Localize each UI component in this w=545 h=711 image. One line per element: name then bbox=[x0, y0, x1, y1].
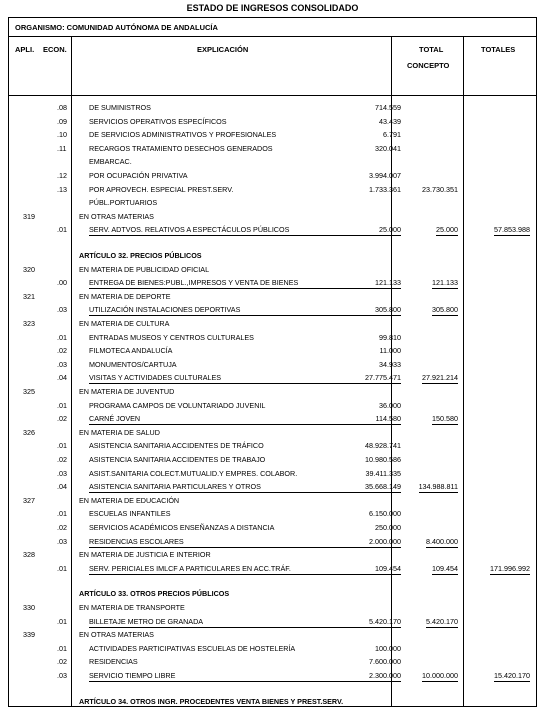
explicacion-text: ASIST.SANITARIA COLECT.MUTUALID.Y EMPRES. COLABOR. bbox=[89, 468, 298, 478]
economica-code: .02 bbox=[57, 657, 67, 667]
explicacion-text: EN MATERIA DE TRANSPORTE bbox=[79, 603, 185, 612]
explicacion-text: DE SERVICIOS ADMINISTRATIVOS Y PROFESIONALES bbox=[89, 130, 277, 140]
page-title: ESTADO DE INGRESOS CONSOLIDADO bbox=[186, 3, 359, 13]
explicacion-text: CARNÉ JOVEN bbox=[89, 414, 141, 424]
explicacion-text: RECARGOS TRATAMIENTO DESECHOS GENERADOS bbox=[89, 143, 273, 153]
table-row bbox=[9, 291, 536, 305]
aplicacion-code: 321 bbox=[23, 291, 35, 301]
economica-code: .01 bbox=[57, 563, 67, 573]
total-concepto-value: 25.000 bbox=[436, 225, 458, 235]
explicacion-text: EN MATERIA DE JUSTICIA E INTERIOR bbox=[79, 550, 211, 560]
explicacion-text: SERVICIOS OPERATIVOS ESPECÍFICOS bbox=[89, 116, 227, 126]
importe-value: 36.000 bbox=[379, 400, 401, 410]
explicacion-text: POR OCUPACIÓN PRIVATIVA bbox=[89, 171, 188, 180]
table-row bbox=[9, 427, 536, 441]
total-concepto-value: 109.454 bbox=[432, 563, 458, 573]
table-row bbox=[9, 129, 536, 143]
table-row bbox=[9, 116, 536, 130]
aplicacion-code: 330 bbox=[23, 603, 35, 612]
header-apli: APLI. bbox=[15, 45, 35, 54]
aplicacion-code: 323 bbox=[23, 319, 35, 328]
table-row bbox=[9, 197, 536, 211]
table-row bbox=[9, 372, 536, 386]
aplicacion-code: 328 bbox=[23, 550, 35, 560]
table-row bbox=[9, 549, 536, 563]
economica-code: .12 bbox=[57, 171, 67, 180]
economica-code: .02 bbox=[57, 523, 67, 532]
importe-value: 121.133 bbox=[375, 278, 401, 288]
economica-code: .09 bbox=[57, 116, 67, 126]
table-row bbox=[9, 318, 536, 332]
total-concepto-value: 121.133 bbox=[432, 278, 458, 288]
explicacion-text: SERVICIO TIEMPO LIBRE bbox=[89, 671, 176, 680]
importe-value: 35.668.149 bbox=[365, 482, 401, 492]
importe-value: 714.559 bbox=[375, 103, 401, 112]
economica-code: .02 bbox=[57, 346, 67, 356]
table-row bbox=[9, 386, 536, 400]
total-concepto-value: 5.420.170 bbox=[426, 616, 458, 626]
organismo-label: ORGANISMO: COMUNIDAD AUTÓNOMA DE ANDALUCÍA bbox=[9, 18, 536, 37]
table-row bbox=[9, 468, 536, 482]
table-row bbox=[9, 508, 536, 522]
explicacion-text: EMBARCAC. bbox=[89, 157, 132, 167]
row-underline bbox=[89, 424, 382, 425]
economica-code: .01 bbox=[57, 441, 67, 451]
table-row bbox=[9, 224, 536, 238]
table-row bbox=[9, 143, 536, 157]
total-concepto-value: 8.400.000 bbox=[426, 536, 458, 546]
explicacion-text: EN MATERIA DE PUBLICIDAD OFICIAL bbox=[79, 264, 210, 274]
table-row bbox=[9, 184, 536, 198]
explicacion-text: ASISTENCIA SANITARIA ACCIDENTES DE TRÁFICO bbox=[89, 441, 264, 451]
aplicacion-code: 339 bbox=[23, 630, 35, 640]
table-row bbox=[9, 522, 536, 536]
importe-value: 2.300.000 bbox=[369, 671, 401, 680]
row-underline bbox=[89, 288, 382, 289]
importe-value: 48.928.741 bbox=[365, 441, 401, 451]
importe-value: 320.041 bbox=[375, 143, 401, 153]
importe-value: 11.000 bbox=[379, 346, 401, 356]
table-row bbox=[9, 400, 536, 414]
economica-code: .01 bbox=[57, 400, 67, 410]
economica-code: .13 bbox=[57, 184, 67, 194]
importe-value: 34.933 bbox=[379, 359, 401, 369]
economica-code: .03 bbox=[57, 359, 67, 369]
total-concepto-value: 23.730.351 bbox=[422, 184, 458, 194]
aplicacion-code: 326 bbox=[23, 427, 35, 437]
explicacion-text: RESIDENCIAS ESCOLARES bbox=[89, 536, 184, 546]
table-row bbox=[9, 359, 536, 373]
article-title: ARTÍCULO 34. OTROS INGR. PROCEDENTES VENTA BIENES Y PREST.SERV. bbox=[79, 696, 344, 706]
aplicacion-code: 327 bbox=[23, 495, 35, 505]
table-row bbox=[9, 345, 536, 359]
table-row bbox=[9, 211, 536, 225]
totales-value: 171.996.992 bbox=[490, 563, 530, 573]
explicacion-text: EN MATERIA DE DEPORTE bbox=[79, 291, 171, 301]
explicacion-text: BILLETAJE METRO DE GRANADA bbox=[89, 616, 204, 626]
aplicacion-code: 320 bbox=[23, 264, 35, 274]
explicacion-text: PÚBL.PORTUARIOS bbox=[89, 198, 158, 208]
economica-code: .01 bbox=[57, 332, 67, 342]
importe-value: 43.439 bbox=[379, 116, 401, 126]
table-row bbox=[9, 616, 536, 630]
article-title: ARTÍCULO 33. OTROS PRECIOS PÚBLICOS bbox=[79, 589, 230, 599]
explicacion-text: ESCUELAS INFANTILES bbox=[89, 509, 171, 519]
importe-value: 7.600.000 bbox=[369, 657, 401, 667]
importe-value: 10.980.586 bbox=[365, 455, 401, 464]
header-explicacion: EXPLICACIÓN bbox=[197, 45, 249, 54]
importe-value: 114.580 bbox=[375, 414, 401, 424]
explicacion-text: ASISTENCIA SANITARIA PARTICULARES Y OTROS bbox=[89, 482, 261, 492]
row-underline bbox=[89, 574, 382, 575]
table-header bbox=[9, 37, 536, 96]
economica-code: .00 bbox=[57, 278, 67, 288]
economica-code: .01 bbox=[57, 643, 67, 653]
article-title: ARTÍCULO 32. PRECIOS PÚBLICOS bbox=[79, 251, 202, 260]
header-total: TOTAL bbox=[419, 45, 444, 54]
importe-value: 99.810 bbox=[379, 332, 401, 342]
explicacion-text: PROGRAMA CAMPOS DE VOLUNTARIADO JUVENIL bbox=[89, 400, 266, 410]
explicacion-text: SERVICIOS ACADÉMICOS ENSEÑANZAS A DISTANCIA bbox=[89, 523, 275, 532]
explicacion-text: RESIDENCIAS bbox=[89, 657, 138, 667]
row-underline bbox=[89, 681, 382, 682]
table-row bbox=[9, 277, 536, 291]
importe-value: 39.411.335 bbox=[365, 468, 401, 478]
importe-value: 3.994.007 bbox=[369, 171, 401, 180]
table-row bbox=[9, 656, 536, 670]
header-econ: ECON. bbox=[43, 45, 67, 54]
row-underline bbox=[89, 383, 382, 384]
explicacion-text: UTILIZACIÓN INSTALACIONES DEPORTIVAS bbox=[89, 305, 241, 315]
article-heading bbox=[9, 250, 536, 264]
importe-value: 1.733.361 bbox=[369, 184, 401, 194]
table-row bbox=[9, 332, 536, 346]
explicacion-text: SERV. PERICIALES IMLCF A PARTICULARES EN ACC.TRÁF. bbox=[89, 563, 291, 573]
row-underline bbox=[89, 627, 382, 628]
explicacion-text: FILMOTECA ANDALUCÍA bbox=[89, 346, 173, 356]
economica-code: .03 bbox=[57, 468, 67, 478]
table-row bbox=[9, 264, 536, 278]
importe-value: 6.150.000 bbox=[369, 509, 401, 519]
economica-code: .04 bbox=[57, 482, 67, 492]
table-row bbox=[9, 304, 536, 318]
totales-value: 57.853.988 bbox=[494, 225, 530, 235]
explicacion-text: ENTRADAS MUSEOS Y CENTROS CULTURALES bbox=[89, 332, 254, 342]
total-concepto-value: 134.988.811 bbox=[418, 482, 458, 492]
explicacion-text: EN MATERIA DE JUVENTUD bbox=[79, 387, 175, 396]
economica-code: .08 bbox=[57, 103, 67, 112]
importe-value: 6.791 bbox=[383, 130, 401, 140]
importe-value: 5.420.170 bbox=[369, 616, 401, 626]
importe-value: 2.000.000 bbox=[369, 536, 401, 546]
header-concepto: CONCEPTO bbox=[407, 61, 450, 70]
economica-code: .01 bbox=[57, 225, 67, 235]
importe-value: 109.454 bbox=[375, 563, 401, 573]
economica-code: .03 bbox=[57, 305, 67, 315]
table-row bbox=[9, 495, 536, 509]
table-row bbox=[9, 670, 536, 684]
economica-code: .02 bbox=[57, 414, 67, 424]
table-row bbox=[9, 536, 536, 550]
economica-code: .02 bbox=[57, 455, 67, 464]
importe-value: 27.775.471 bbox=[365, 373, 401, 383]
table-row bbox=[9, 481, 536, 495]
table-row bbox=[9, 563, 536, 577]
header-totales: TOTALES bbox=[481, 45, 516, 54]
explicacion-text: EN MATERIA DE SALUD bbox=[79, 427, 160, 437]
aplicacion-code: 325 bbox=[23, 387, 35, 396]
explicacion-text: EN MATERIA DE CULTURA bbox=[79, 319, 170, 328]
table-row bbox=[9, 602, 536, 616]
explicacion-text: DE SUMINISTROS bbox=[89, 103, 151, 112]
table-row bbox=[9, 413, 536, 427]
total-concepto-value: 10.000.000 bbox=[422, 671, 458, 680]
economica-code: .10 bbox=[57, 130, 67, 140]
row-underline bbox=[89, 547, 382, 548]
explicacion-text: EN OTRAS MATERIAS bbox=[79, 630, 154, 640]
table-row bbox=[9, 156, 536, 170]
importe-value: 25.000 bbox=[379, 225, 401, 235]
article-heading bbox=[9, 588, 536, 602]
table-row bbox=[9, 629, 536, 643]
explicacion-text: ENTREGA DE BIENES:PUBL.,IMPRESOS Y VENTA DE BIENES bbox=[89, 278, 299, 288]
ingresos-table bbox=[8, 17, 537, 707]
economica-code: .03 bbox=[57, 671, 67, 680]
row-underline bbox=[89, 315, 382, 316]
row-underline bbox=[89, 235, 382, 236]
aplicacion-code: 319 bbox=[23, 211, 35, 221]
row-underline bbox=[89, 492, 382, 493]
explicacion-text: MONUMENTOS/CARTUJA bbox=[89, 359, 177, 369]
totales-value: 15.420.170 bbox=[494, 671, 530, 680]
table-row bbox=[9, 102, 536, 116]
explicacion-text: POR APROVECH. ESPECIAL PREST.SERV. bbox=[89, 184, 234, 194]
table-row bbox=[9, 440, 536, 454]
economica-code: .03 bbox=[57, 536, 67, 546]
table-row bbox=[9, 643, 536, 657]
table-row bbox=[9, 454, 536, 468]
explicacion-text: EN OTRAS MATERIAS bbox=[79, 211, 154, 221]
article-heading bbox=[9, 696, 536, 710]
economica-code: .01 bbox=[57, 509, 67, 519]
importe-value: 305.800 bbox=[375, 305, 401, 315]
explicacion-text: VISITAS Y ACTIVIDADES CULTURALES bbox=[89, 373, 222, 383]
importe-value: 100.000 bbox=[375, 643, 401, 653]
total-concepto-value: 305.800 bbox=[432, 305, 458, 315]
total-concepto-value: 27.921.214 bbox=[422, 373, 458, 383]
economica-code: .11 bbox=[57, 143, 67, 153]
explicacion-text: EN MATERIA DE EDUCACIÓN bbox=[79, 495, 180, 505]
economica-code: .04 bbox=[57, 373, 67, 383]
total-concepto-value: 150.580 bbox=[432, 414, 458, 424]
explicacion-text: ACTIVIDADES PARTICIPATIVAS ESCUELAS DE HOSTELERÍA bbox=[89, 643, 296, 653]
explicacion-text: ASISTENCIA SANITARIA ACCIDENTES DE TRABAJO bbox=[89, 455, 266, 464]
explicacion-text: SERV. ADTVOS. RELATIVOS A ESPECTÁCULOS PÚBLICOS bbox=[89, 225, 290, 235]
economica-code: .01 bbox=[57, 616, 67, 626]
table-row bbox=[9, 170, 536, 184]
importe-value: 250.000 bbox=[375, 523, 401, 532]
